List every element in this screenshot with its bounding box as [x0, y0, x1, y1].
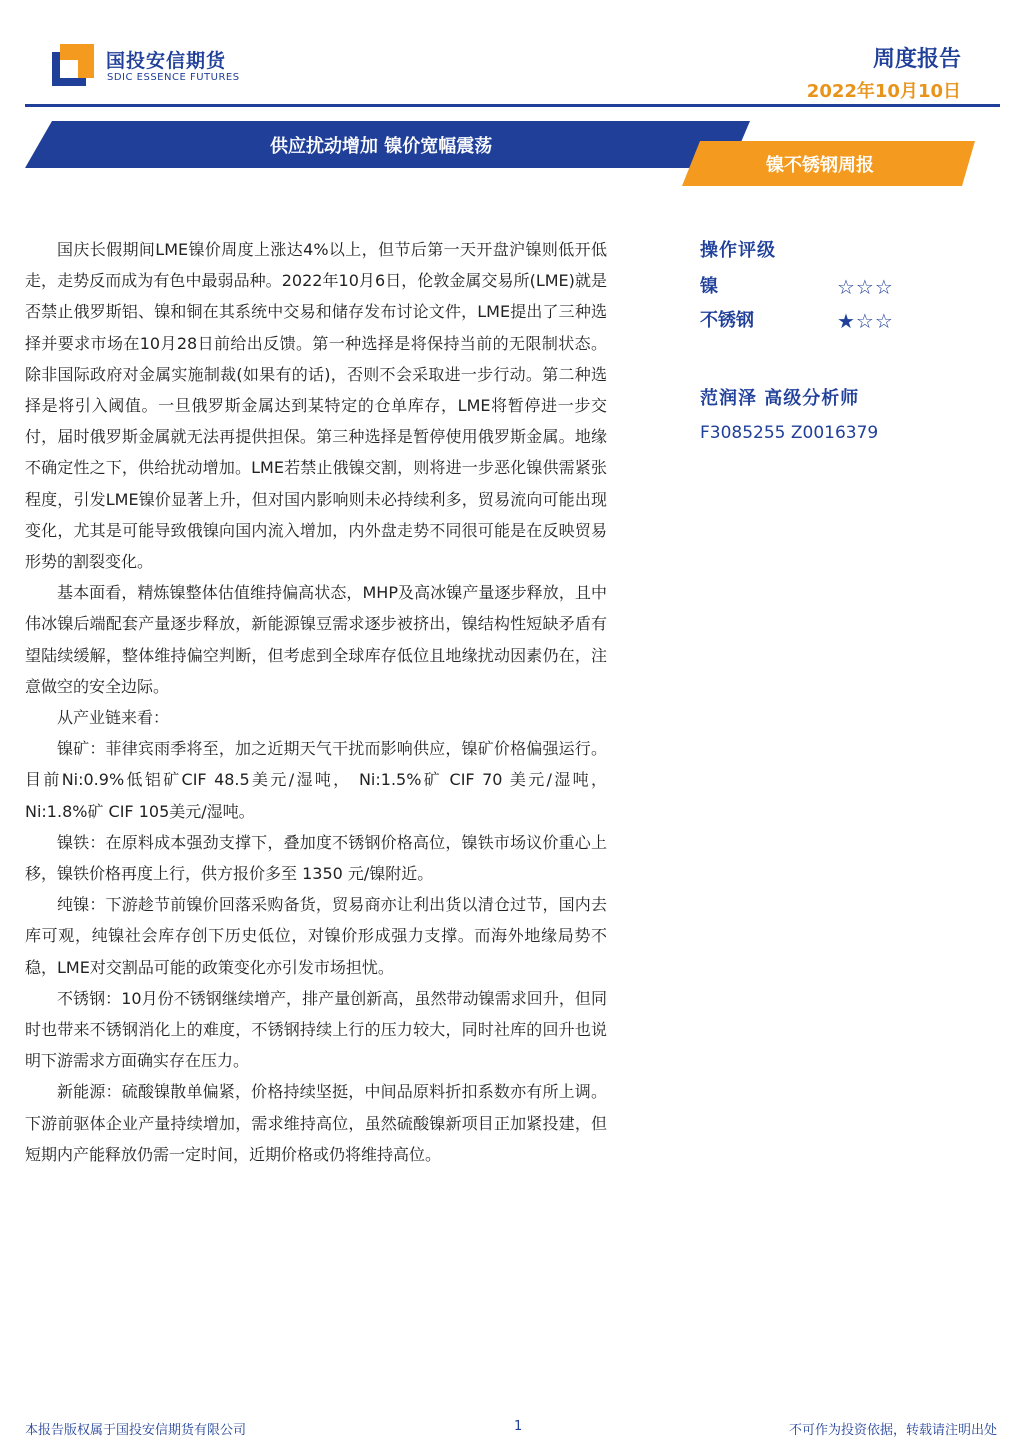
rating-row-stainless [700, 304, 1000, 338]
star-rating-icon: ☆☆☆ [837, 275, 894, 299]
logo-cn-text: 国投安信期货 [106, 50, 227, 72]
paragraph: 镍矿：菲律宾雨季将至，加之近期天气干扰而影响供应，镍矿价格偏强运行。目前Ni:0.9%低铝矿CIF 48.5美元/湿吨， Ni:1.5%矿 CIF 70 美元/湿吨，Ni:1.8%矿 CIF 105美元/湿吨。 [25, 739, 607, 821]
logo-en-text: SDIC ESSENCE FUTURES [107, 72, 240, 83]
paragraph: 国庆长假期间LME镍价周度上涨达4%以上，但节后第一天开盘沪镍则低开低走，走势反而成为有色中最弱品种。2022年10月6日，伦敦金属交易所(LME)就是否禁止俄罗斯铝、镍和铜在其系统中交易和储存发布讨论文件，LME提出了三种选择并要求市场在10月28日前给出反馈。第一种选择是将保持当前的无限制状态。除非国际政府对金属实施制裁(如果有的话)，否则不会采取进一步行动。第二种选择是将引入阈值。一旦俄罗斯金属达到某特定的仓单库存，LME将暂停进一步交付，届时俄罗斯金属就无法再提供担保。第三种选择是暂停使用俄罗斯金属。地缘不确定性之下，供给扰动增加。LME若禁止俄镍交割，则将进一步恶化镍供需紧张程度，引发LME镍价显著上升，但对国内影响则未必持续利多，贸易流向可能出现变化，尤其是可能导致俄镍向国内流入增加，内外盘走势不同很可能是在反映贸易形势的割裂变化。 [25, 240, 607, 572]
paragraph: 纯镍：下游趁节前镍价回落采购备货，贸易商亦让利出货以清仓过节，国内去库可观，纯镍社会库存创下历史低位，对镍价形成强力支撑。而海外地缘局势不稳，LME对交割品可能的政策变化亦引发市场担忧。 [25, 895, 607, 977]
rating-row-nickel [700, 270, 1000, 304]
paragraph: 基本面看，精炼镍整体估值维持偏高状态，MHP及高冰镍产量逐步释放，且中伟冰镍后端配套产量逐步释放，新能源镍豆需求逐步被挤出，镍结构性短缺矛盾有望陆续缓解，整体维持偏空判断，但考虑到全球库存低位且地缘扰动因素仍在，注意做空的安全边际。 [25, 583, 607, 696]
report-tag: 镍不锈钢周报 [766, 155, 874, 176]
footer-disclaimer: 不可作为投资依据，转载请注明出处 [788, 1423, 997, 1438]
analyst-name: 范润泽 高级分析师 [700, 388, 860, 409]
star-rating-icon: ★☆☆ [837, 309, 894, 333]
main-content [25, 234, 607, 1170]
report-date: 2022年10月10日 [806, 81, 961, 102]
paragraph: 从产业链来看： [57, 708, 170, 728]
paragraph: 新能源：硫酸镍散单偏紧，价格持续坚挺，中间品原料折扣系数亦有所上调。下游前驱体企业产量持续增加，需求维持高位，虽然硫酸镍新项目正加紧投建，但短期内产能释放仍需一定时间，近期价格或仍将维持高位。 [25, 1082, 607, 1164]
footer-copyright: 本报告版权属于国投安信期货有限公司 [25, 1423, 247, 1438]
analyst-license: F3085255 Z0016379 [700, 423, 879, 443]
paragraph: 不锈钢：10月份不锈钢继续增产，排产量创新高，虽然带动镍需求回升，但同时也带来不锈钢消化上的难度，不锈钢持续上行的压力较大，同时社库的回升也说明下游需求方面确实存在压力。 [25, 988, 607, 1071]
rating-title: 操作评级 [700, 240, 776, 261]
rating-label: 不锈钢 [700, 310, 754, 331]
paragraph: 镍铁：在原料成本强劲支撑下，叠加度不锈钢价格高位，镍铁市场议价重心上移，镍铁价格再度上行，供方报价多至 1350 元/镍附近。 [25, 832, 607, 884]
page-number: 1 [514, 1419, 523, 1434]
sidebar [700, 234, 1000, 450]
report-title: 供应扰动增加 镍价宽幅震荡 [270, 136, 493, 157]
report-type: 周度报告 [872, 47, 961, 72]
rating-label: 镍 [700, 276, 718, 297]
